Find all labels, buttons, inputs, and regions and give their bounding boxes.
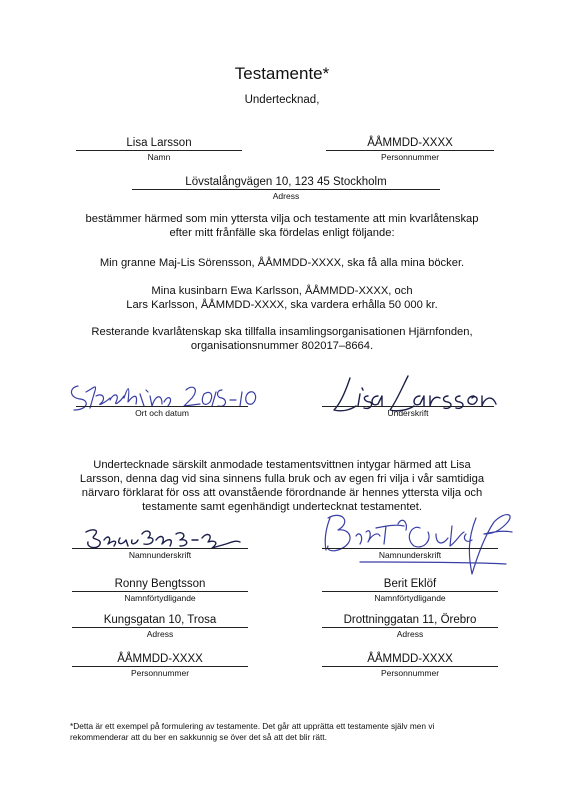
witness-2-signature-label: Namnunderskrift [378, 550, 442, 560]
witness-2-signature [316, 504, 536, 588]
testator-name-label: Namn [147, 152, 171, 162]
witness-1-address-label: Adress [146, 629, 174, 639]
testator-personnummer-label: Personnummer [380, 152, 440, 162]
testator-signature-label: Underskrift [387, 408, 429, 418]
testator-personnummer: ÅÅMMDD-XXXX [367, 137, 453, 149]
residual-paragraph [60, 325, 504, 353]
footnote-line: *Detta är ett exempel på formulering av testamente. Det går att upprätta ett testamente själv men vi [70, 721, 435, 731]
testator-name-line [76, 150, 242, 151]
testator-signature-line [322, 406, 494, 407]
witness-1-personnummer-line [72, 666, 248, 667]
residual-line: organisationsnummer 802017–8664. [190, 340, 374, 352]
witness-2-signature-line [322, 548, 498, 549]
witness-1-signature-line [72, 548, 248, 549]
witness-1-name-line [72, 591, 248, 592]
testator-name: Lisa Larsson [126, 137, 192, 149]
witness-1-name: Ronny Bengtsson [114, 578, 206, 590]
witness-statement-line: Undertecknade särskilt anmodade testamentsvittnen intygar härmed att Lisa [93, 459, 471, 471]
declaration-line: bestämmer härmed som min yttersta vilja och testamente att min kvarlåtenskap [85, 213, 479, 225]
witness-2-address-line [322, 627, 498, 628]
witness-statement-line: Larsson, denna dag vid sina sinnens fulla bruk och av egen fri vilja i vår samtidiga [79, 473, 485, 485]
declaration-paragraph [60, 212, 504, 240]
intro-text: Undertecknad, [244, 94, 320, 106]
declaration-line: efter mitt frånfälle ska fördelas enligt följande: [169, 227, 395, 239]
bequest-cousins [60, 284, 504, 312]
witness-1-name-label: Namnförtydligande [124, 593, 196, 603]
place-date-line [76, 406, 248, 407]
footnote [70, 721, 510, 743]
bequest-books: Min granne Maj-Lis Sörensson, ÅÅMMDD-XXXX, ska få alla mina böcker. [99, 257, 465, 269]
witness-1-signature-label: Namnunderskrift [128, 550, 192, 560]
witness-2-address-label: Adress [396, 629, 424, 639]
footnote-line: rekommenderar att du ber en sakkunnig se över det så att det blir rätt. [70, 732, 327, 742]
witness-1-personnummer-label: Personnummer [130, 668, 190, 678]
document-title: Testamente* [234, 64, 330, 83]
witness-2-personnummer: ÅÅMMDD-XXXX [367, 653, 453, 665]
witness-statement-line: testamente samt egenhändigt undertecknat testamentet. [142, 501, 422, 513]
place-date-label: Ort och datum [135, 408, 189, 418]
bequest-line: Lars Karlsson, ÅÅMMDD-XXXX, ska vardera erhålla 50 000 kr. [126, 299, 438, 311]
witness-2-name-line [322, 591, 498, 592]
testator-address-line [132, 189, 440, 190]
bequest-line: Mina kusinbarn Ewa Karlsson, ÅÅMMDD-XXXX, och [151, 285, 413, 297]
testator-address-label: Adress [272, 191, 300, 201]
witness-2-address: Drottninggatan 11, Örebro [343, 614, 477, 626]
testator-address: Lövstalångvägen 10, 123 45 Stockholm [185, 176, 387, 188]
witness-1-address: Kungsgatan 10, Trosa [103, 614, 217, 626]
witness-statement-line: närvaro förklarat för oss att ovanstående förordnande är hennes yttersta vilja och [81, 487, 483, 499]
witness-1-address-line [72, 627, 248, 628]
witness-2-personnummer-line [322, 666, 498, 667]
witness-2-name: Berit Eklöf [383, 578, 437, 590]
residual-line: Resterande kvarlåtenskap ska tillfalla insamlingsorganisationen Hjärnfonden, [91, 326, 473, 338]
witness-2-personnummer-label: Personnummer [380, 668, 440, 678]
witness-2-name-label: Namnförtydligande [374, 593, 446, 603]
testator-personnummer-line [326, 150, 494, 151]
witness-1-personnummer: ÅÅMMDD-XXXX [117, 653, 203, 665]
